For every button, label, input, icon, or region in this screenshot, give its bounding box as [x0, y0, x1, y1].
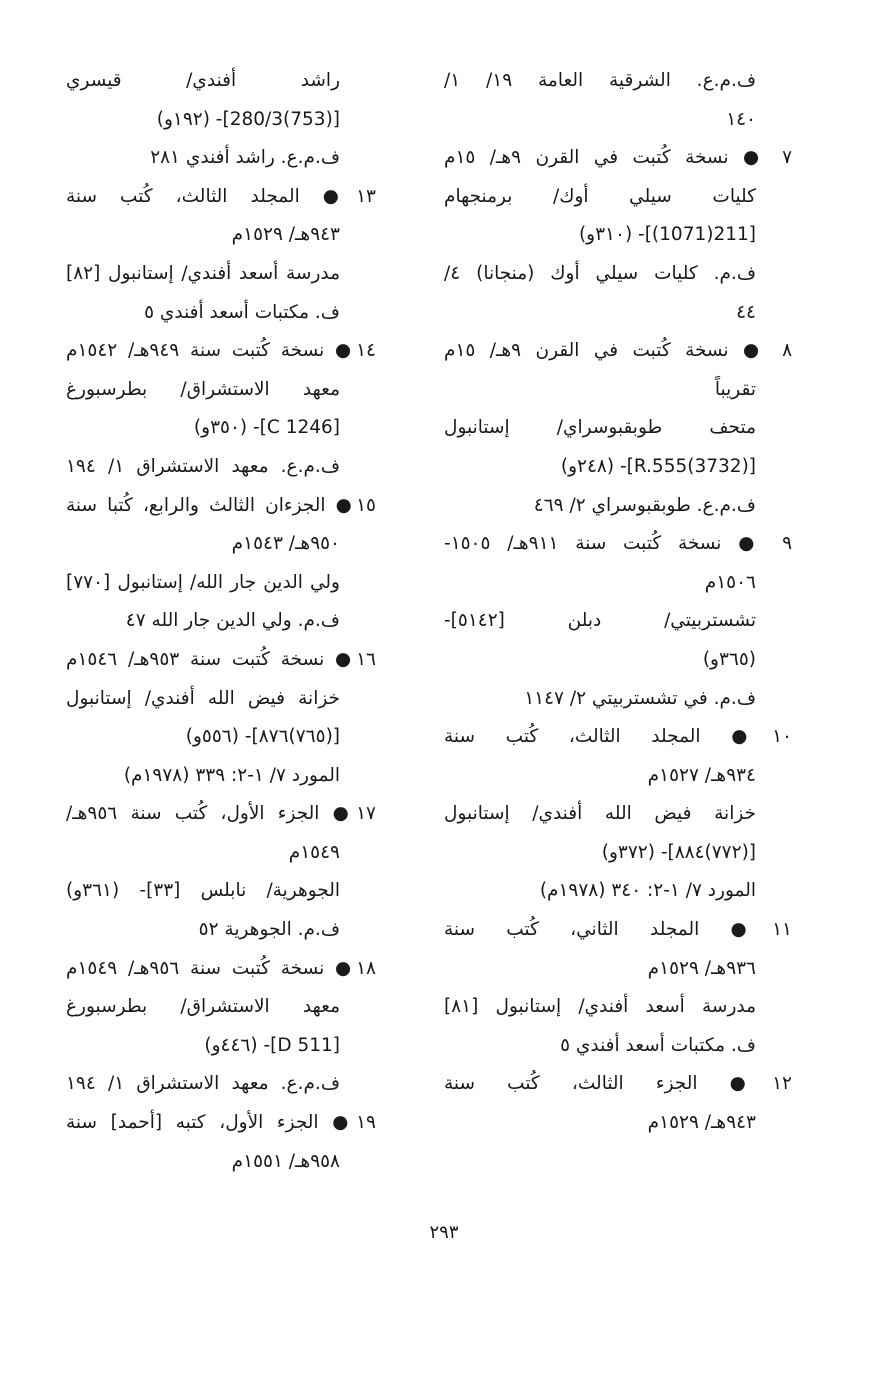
text-line: خزانة فيض الله أفندي/ إستانبول: [444, 803, 756, 825]
text-line: [(٧٦٥)٨٧٦]- (٥٥٦و): [185, 726, 340, 748]
text-line: ف. مكتبات أسعد أفندي ٥: [144, 301, 340, 323]
text-line: تشستربيتي/ دبلن [٥١٤٢]-: [444, 610, 756, 632]
text-line: ف.م.ع. طوبقبوسراي ٢/ ٤٦٩: [533, 494, 756, 516]
text-line: ف.م. في تشستربيتي ٢/ ١١٤٧: [524, 687, 756, 709]
text-line: ١٣● المجلد الثالث، كُتب سنة: [66, 185, 376, 207]
text-line: ٨ ● نسخة كُتبت في القرن ٩هـ/ ١٥م: [444, 340, 792, 362]
text-line: ٩ ● نسخة كُتبت سنة ٩١١هـ/ ١٥٠٥-: [444, 533, 792, 555]
text-line: ٩٤٣هـ/ ١٥٢٩م: [647, 1112, 756, 1134]
text-line: ف.م.ع. معهد الاستشراق ١/ ١٩٤: [66, 455, 340, 477]
text-line: ١٧● الجزء الأول، كُتب سنة ٩٥٦هـ/: [66, 803, 376, 825]
text-line: المورد ٧/ ١-٢: ٣٣٩ (١٩٧٨م): [123, 764, 340, 786]
text-line: [C 1246]- (٣٥٠و): [193, 417, 340, 439]
text-line: كليات سيلي أوك/ برمنجهام: [444, 185, 756, 207]
text-line: المورد ٧/ ١-٢: ٣٤٠ (١٩٧٨م): [539, 880, 756, 902]
text-line: ف.م. ولي الدين جار الله ٤٧: [125, 610, 340, 632]
text-line: الجوهرية/ نابلس [٣٣]- (٣٦١و): [66, 880, 340, 902]
text-line: ولي الدين جار الله/ إستانبول [٧٧٠]: [66, 571, 340, 593]
text-line: [D 511]- (٤٤٦و): [204, 1034, 340, 1056]
text-line: (٣٦٥و): [702, 648, 756, 670]
text-line: ٤٤: [736, 301, 756, 323]
text-line: ٩٣٤هـ/ ١٥٢٧م: [647, 764, 756, 786]
page-number: ٢٩٣: [429, 1222, 459, 1243]
text-line: ١٤٠: [726, 108, 756, 130]
text-line: ٧ ● نسخة كُتبت في القرن ٩هـ/ ١٥م: [444, 147, 792, 169]
text-line: ١٥● الجزءان الثالث والرابع، كُتبا سنة: [66, 494, 376, 516]
text-line: ١٨● نسخة كُتبت سنة ٩٥٦هـ/ ١٥٤٩م: [66, 957, 376, 979]
text-line: ف.م. الجوهرية ٥٢: [198, 919, 340, 941]
text-line: خزانة فيض الله أفندي/ إستانبول: [66, 687, 340, 709]
text-line: ١٦● نسخة كُتبت سنة ٩٥٣هـ/ ١٥٤٦م: [66, 648, 376, 670]
text-line: ٩٣٦هـ/ ١٥٢٩م: [647, 957, 756, 979]
text-line: ١٢● الجزء الثالث، كُتب سنة: [444, 1073, 792, 1095]
text-line: ١٩● الجزء الأول، كتبه [أحمد] سنة: [66, 1112, 376, 1134]
text-line: راشد أفندي/ قيسري: [66, 70, 340, 91]
text-line: ١٥٤٩م: [288, 841, 340, 863]
text-line: متحف طوبقبوسراي/ إستانبول: [444, 417, 756, 439]
text-line: ف. مكتبات أسعد أفندي ٥: [560, 1034, 756, 1056]
text-line: معهد الاستشراق/ بطرسبورغ: [66, 378, 340, 400]
text-line: ف.م.ع. الشرقية العامة ١٩/ ١/: [444, 70, 756, 91]
text-line: مدرسة أسعد أفندي/ إستانبول [٨٢]: [66, 262, 340, 284]
text-line: تقريباً: [714, 378, 756, 400]
text-line: ١٤● نسخة كُتبت سنة ٩٤٩هـ/ ١٥٤٢م: [66, 340, 376, 362]
text-line: معهد الاستشراق/ بطرسبورغ: [66, 996, 340, 1018]
text-line: ٩٤٣هـ/ ١٥٢٩م: [231, 224, 340, 246]
text-line: [(3732)R.555]- (٢٤٨و): [560, 455, 756, 477]
text-line: ١٥٠٦م: [704, 571, 756, 593]
text-line: ٩٥٨هـ/ ١٥٥١م: [231, 1150, 340, 1172]
text-line: ١١● المجلد الثاني، كُتب سنة: [444, 919, 792, 941]
left-column: [66, 62, 376, 1181]
text-line: ف.م.ع. معهد الاستشراق ١/ ١٩٤: [66, 1073, 340, 1095]
right-column: [444, 62, 792, 1143]
text-line: [(٧٧٢)٨٨٤]- (٣٧٢و): [601, 841, 756, 863]
text-line: [211(1071)]- (٣١٠و): [578, 224, 756, 246]
text-line: ١٠● المجلد الثالث، كُتب سنة: [444, 726, 792, 748]
text-line: ٩٥٠هـ/ ١٥٤٣م: [231, 533, 340, 555]
text-line: ف.م. كليات سيلي أوك (منجانا) ٤/: [444, 262, 756, 284]
text-line: مدرسة أسعد أفندي/ إستانبول [٨١]: [444, 996, 756, 1018]
text-line: ف.م.ع. راشد أفندي ٢٨١: [150, 147, 340, 169]
text-line: [(753)280/3]- (١٩٢و): [156, 108, 340, 130]
